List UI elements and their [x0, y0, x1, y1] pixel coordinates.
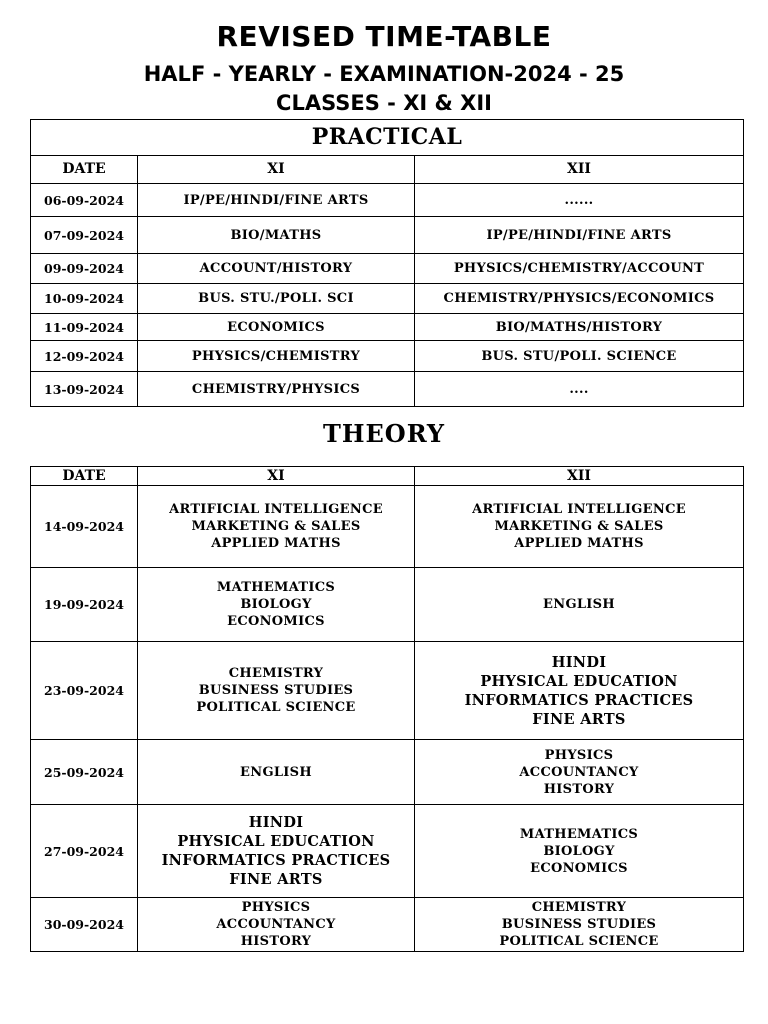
column-header-date: DATE: [31, 467, 138, 486]
theory-xi-cell: [138, 568, 415, 642]
column-header-xii: XII: [415, 467, 744, 486]
theory-xii-cell: [415, 805, 744, 898]
practical-row: [31, 372, 744, 407]
subject-line: HINDI: [551, 653, 607, 671]
theory-xi-cell: [138, 805, 415, 898]
practical-xii-cell: ....: [415, 372, 744, 407]
theory-header-row: [31, 467, 744, 486]
theory-date-cell: 23-09-2024: [31, 642, 138, 740]
theory-xi-cell: [138, 486, 415, 568]
subject-line: ECONOMICS: [530, 860, 628, 876]
theory-xii-cell: [415, 740, 744, 805]
subject-line: CHEMISTRY: [531, 900, 627, 915]
subject-line: INFORMATICS PRACTICES: [161, 852, 391, 869]
practical-row: [31, 341, 744, 372]
theory-title: THEORY: [322, 419, 446, 448]
practical-xii-cell: BIO/MATHS/HISTORY: [415, 314, 744, 341]
practical-date-cell: 11-09-2024: [31, 314, 138, 341]
practical-row: [31, 284, 744, 314]
subject-line: BUSINESS STUDIES: [198, 683, 354, 698]
practical-title-row: [31, 120, 744, 156]
practical-xi-cell: BUS. STU./POLI. SCI: [138, 284, 415, 314]
theory-xii-cell: [415, 642, 744, 740]
subject-line: BIOLOGY: [543, 843, 615, 859]
theory-table: [30, 466, 744, 952]
practical-xii-cell: IP/PE/HINDI/FINE ARTS: [415, 217, 744, 254]
subject-line: APPLIED MATHS: [211, 536, 341, 551]
practical-xii-cell: CHEMISTRY/PHYSICS/ECONOMICS: [415, 284, 744, 314]
subject-line: APPLIED MATHS: [514, 536, 644, 551]
column-header-date: DATE: [31, 156, 138, 184]
practical-date-cell: 06-09-2024: [31, 184, 138, 217]
column-header-xi: XI: [138, 156, 415, 184]
subject-line: BIOLOGY: [240, 597, 312, 612]
subject-line: ECONOMICS: [227, 614, 325, 629]
theory-row: [31, 740, 744, 805]
practical-date-cell: 09-09-2024: [31, 254, 138, 284]
subject-line: ACCOUNTANCY: [519, 764, 639, 780]
theory-xii-cell: [415, 568, 744, 642]
practical-date-cell: 12-09-2024: [31, 341, 138, 372]
theory-row: [31, 898, 744, 952]
practical-xi-cell: CHEMISTRY/PHYSICS: [138, 372, 415, 407]
practical-row: [31, 314, 744, 341]
subject-line: ENGLISH: [240, 764, 312, 780]
practical-xi-cell: IP/PE/HINDI/FINE ARTS: [138, 184, 415, 217]
subject-line: PHYSICAL EDUCATION: [177, 833, 375, 850]
subject-line: MATHEMATICS: [216, 580, 336, 595]
subject-line: HINDI: [248, 814, 304, 831]
subject-line: CHEMISTRY: [228, 666, 324, 681]
theory-row: [31, 568, 744, 642]
subject-line: PHYSICS: [544, 747, 614, 763]
practical-row: [31, 254, 744, 284]
practical-xii-cell: ......: [415, 184, 744, 217]
subject-line: POLITICAL SCIENCE: [499, 934, 659, 949]
theory-date-cell: 19-09-2024: [31, 568, 138, 642]
practical-date-cell: 07-09-2024: [31, 217, 138, 254]
theory-xi-cell: [138, 642, 415, 740]
practical-row: [31, 184, 744, 217]
subject-line: ENGLISH: [543, 597, 615, 612]
column-header-xii: XII: [415, 156, 744, 184]
subject-line: ARTIFICIAL INTELLIGENCE: [472, 502, 686, 517]
theory-row: [31, 642, 744, 740]
subject-line: HISTORY: [543, 781, 615, 797]
practical-date-cell: 13-09-2024: [31, 372, 138, 407]
classes-subtitle: CLASSES - XI & XII: [276, 91, 492, 115]
theory-xi-cell: [138, 898, 415, 952]
practical-xi-cell: ACCOUNT/HISTORY: [138, 254, 415, 284]
subject-line: HISTORY: [240, 934, 312, 949]
subject-line: FINE ARTS: [229, 871, 323, 888]
practical-header-row: [31, 156, 744, 184]
theory-xi-cell: [138, 740, 415, 805]
subject-line: MARKETING & SALES: [494, 519, 664, 534]
practical-date-cell: 10-09-2024: [31, 284, 138, 314]
subject-line: MARKETING & SALES: [191, 519, 361, 534]
subject-line: PHYSICAL EDUCATION: [480, 672, 678, 690]
theory-date-cell: 14-09-2024: [31, 486, 138, 568]
subject-line: FINE ARTS: [532, 710, 626, 728]
theory-xii-cell: [415, 486, 744, 568]
practical-row: [31, 217, 744, 254]
theory-row: [31, 486, 744, 568]
theory-date-cell: 30-09-2024: [31, 898, 138, 952]
theory-date-cell: 25-09-2024: [31, 740, 138, 805]
practical-xii-cell: BUS. STU/POLI. SCIENCE: [415, 341, 744, 372]
practical-xi-cell: BIO/MATHS: [138, 217, 415, 254]
practical-xi-cell: PHYSICS/CHEMISTRY: [138, 341, 415, 372]
subject-line: MATHEMATICS: [519, 826, 639, 842]
subject-line: ACCOUNTANCY: [216, 917, 336, 932]
theory-date-cell: 27-09-2024: [31, 805, 138, 898]
practical-table: [30, 119, 744, 407]
theory-row: [31, 805, 744, 898]
subject-line: POLITICAL SCIENCE: [196, 700, 356, 715]
subject-line: BUSINESS STUDIES: [501, 917, 657, 932]
practical-title: PRACTICAL: [31, 120, 744, 156]
exam-subtitle: HALF - YEARLY - EXAMINATION-2024 - 25: [143, 62, 625, 86]
column-header-xi: XI: [138, 467, 415, 486]
theory-xii-cell: [415, 898, 744, 952]
practical-xi-cell: ECONOMICS: [138, 314, 415, 341]
subject-line: INFORMATICS PRACTICES: [464, 691, 694, 709]
practical-xii-cell: PHYSICS/CHEMISTRY/ACCOUNT: [415, 254, 744, 284]
subject-line: ARTIFICIAL INTELLIGENCE: [169, 502, 383, 517]
subject-line: PHYSICS: [241, 900, 311, 915]
page-title: REVISED TIME-TABLE: [216, 20, 552, 53]
